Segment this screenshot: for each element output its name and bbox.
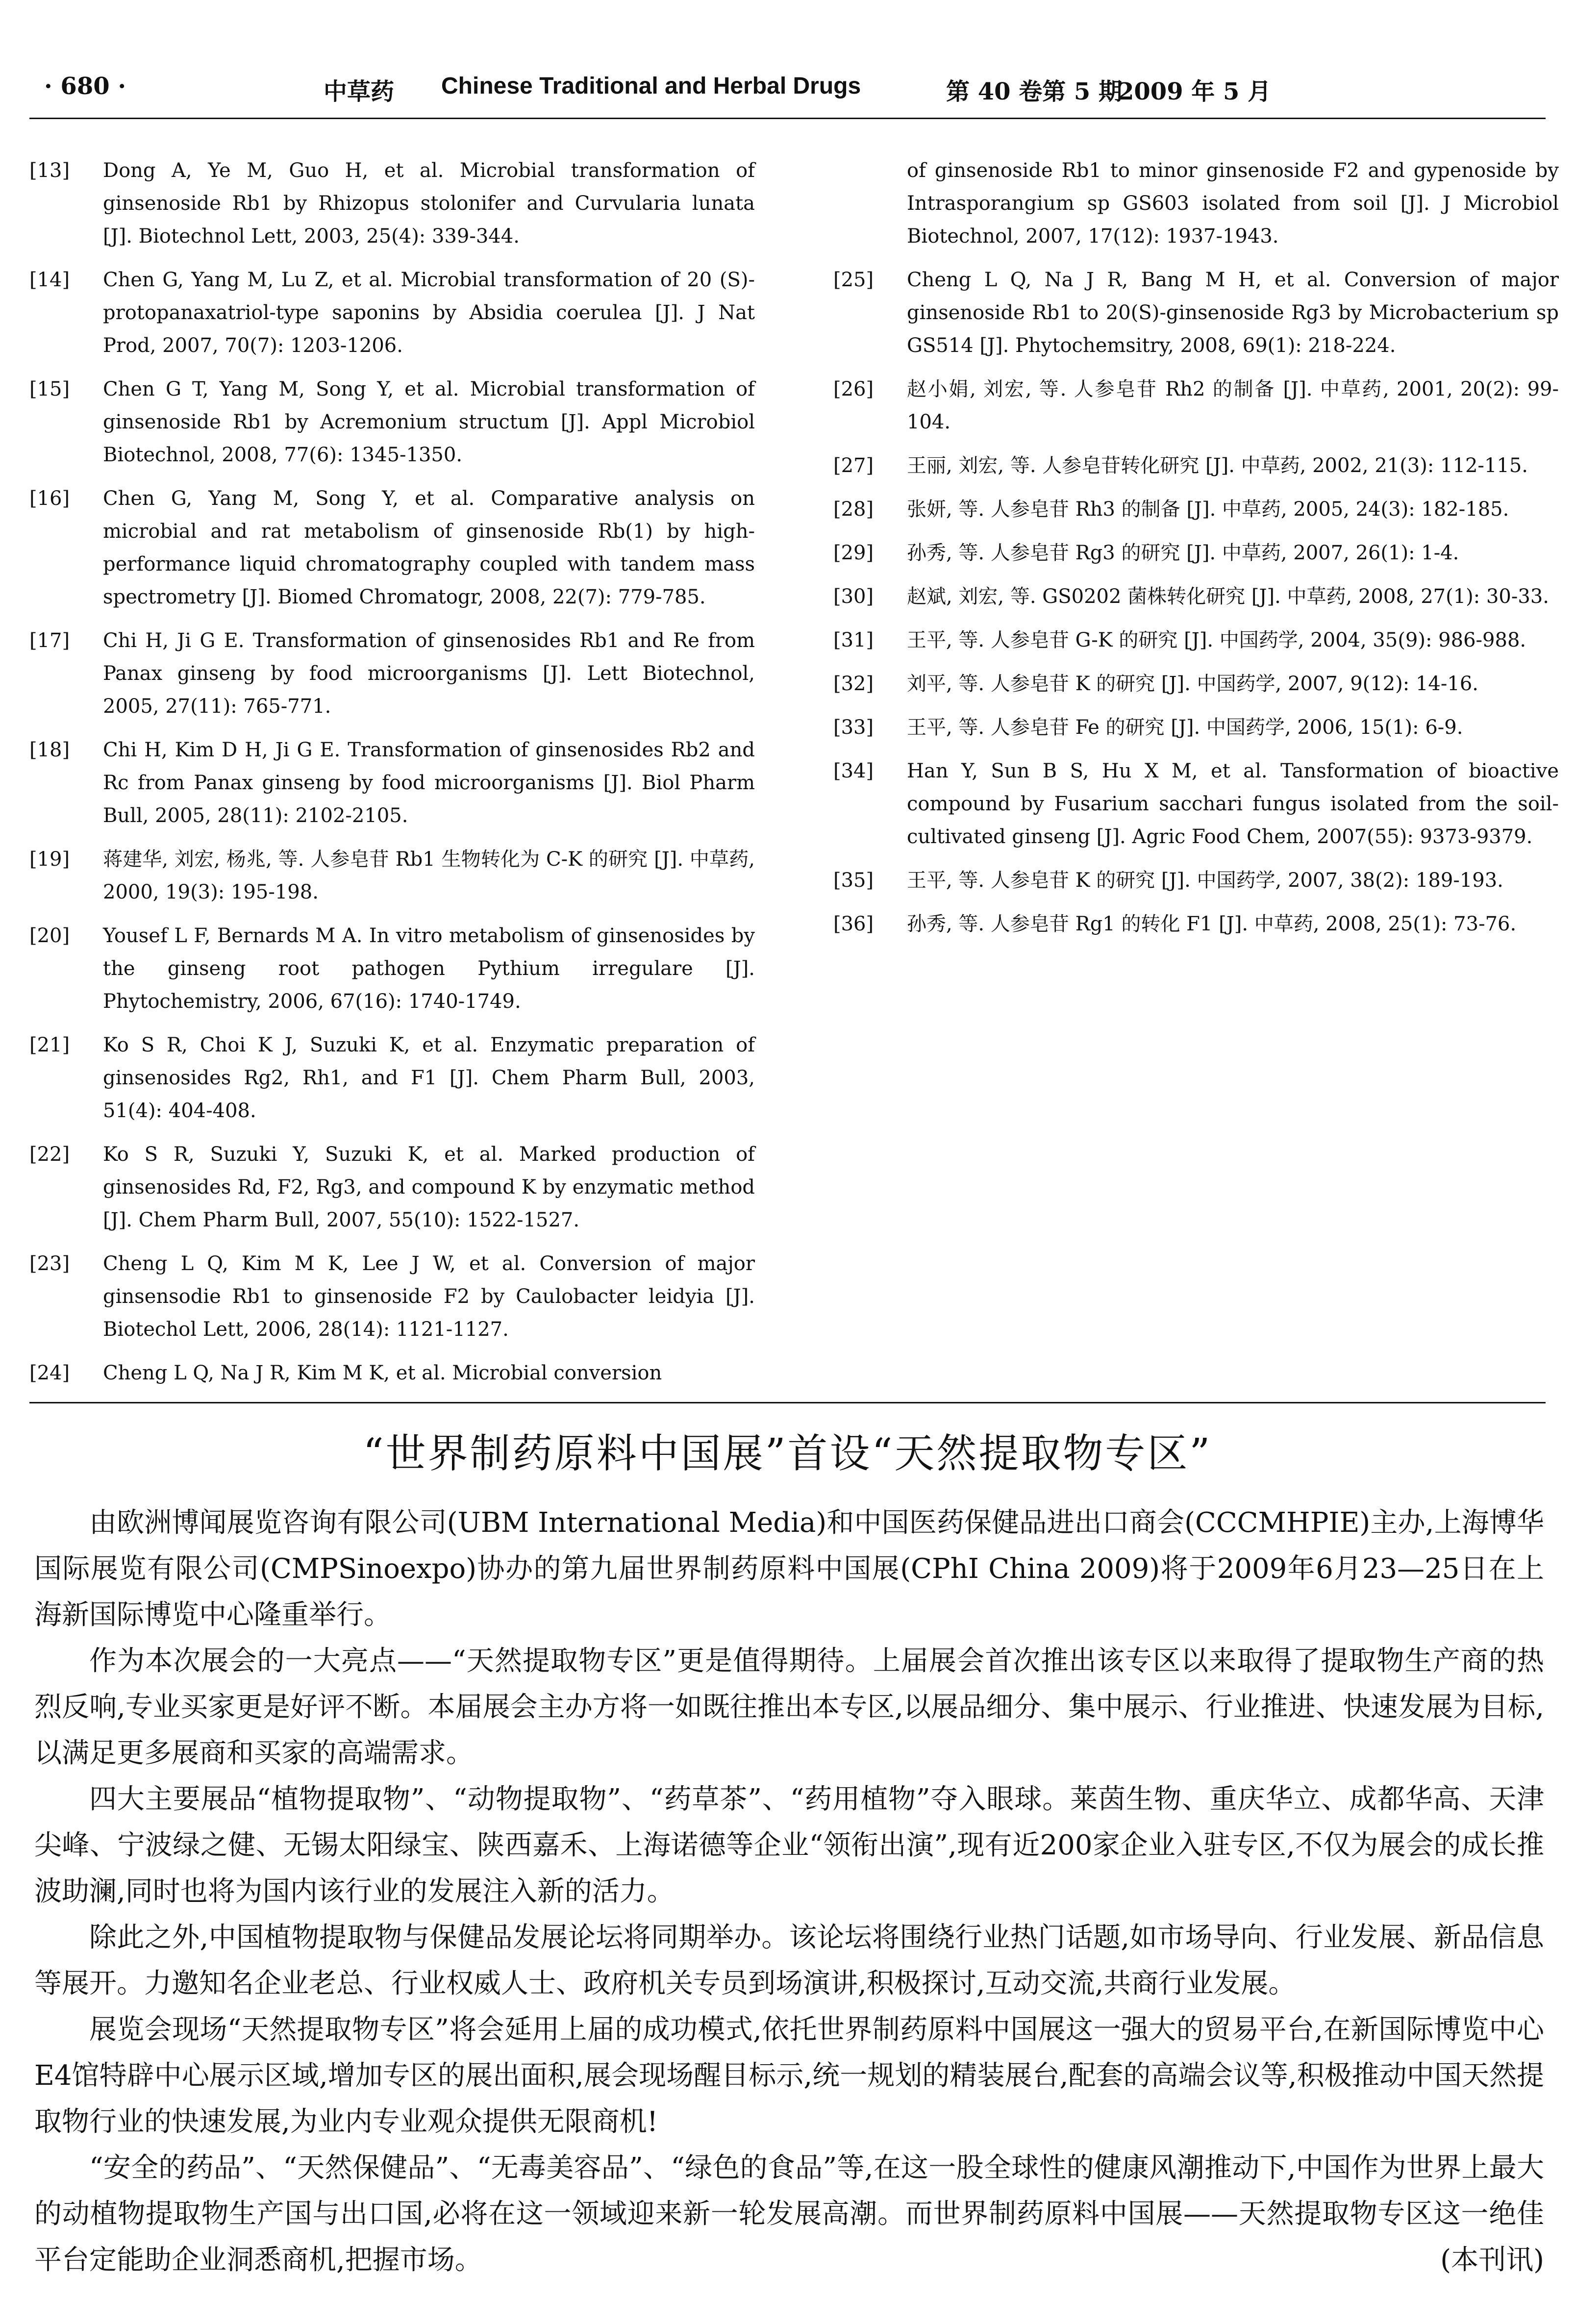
paragraph: 四大主要展品“植物提取物”、“动物提取物”、“药草茶”、“药用植物”夺入眼球。莱茵生物、重庆华立、成都华高、天津尖峰、宁波绿之健、无锡太阳绿宝、陕西嘉禾、上海诺德等企业“领衔出演”,现有近200家企业入驻专区,不仅为展会的成长推波助澜,同时也将为国内该行业的发展注入新的活力。: [34, 1783, 1544, 1907]
reference-item: [29, 1357, 755, 1390]
article-title: “世界制药原料中国展”首设“天然提取物专区”: [363, 1430, 1212, 1477]
reference-number: [36]: [833, 913, 874, 935]
reference-item: [833, 264, 1559, 362]
reference-number: [34]: [833, 760, 874, 782]
reference-item: [833, 493, 1559, 526]
reference-item: [833, 450, 1559, 482]
reference-text: of ginsenoside Rb1 to minor ginsenoside F2 and gypenoside by Intrasporangium sp GS603 isolated from soil [J]. J Microbiol Biotechnol, 2007, 17(12): 1937-1943.: [907, 159, 1559, 248]
reference-item: [833, 864, 1559, 897]
reference-text: Cheng L Q, Kim M K, Lee J W, et al. Conversion of major ginsensodie Rb1 to ginsenoside F2 by Caulobacter leidyia [J]. Biotechol Lett, 2006, 28(14): 1121-1127.: [103, 1252, 755, 1341]
reference-item: [833, 373, 1559, 439]
paragraph: 展览会现场“天然提取物专区”将会延用上届的成功模式,依托世界制药原料中国展这一强大的贸易平台,在新国际博览中心E4馆特辟中心展示区域,增加专区的展出面积,展会现场醒目标示,统一规划的精装展台,配套的高端会议等,积极推动中国天然提取物行业的快速发展,为业内专业观众提供无限商机!: [34, 2014, 1544, 2138]
issue-date: 2009 年 5 月: [1118, 78, 1272, 105]
reference-number: [15]: [29, 378, 70, 400]
reference-text: Cheng L Q, Na J R, Kim M K, et al. Microbial conversion: [103, 1362, 662, 1384]
reference-item: [29, 843, 755, 909]
reference-text: Chi H, Kim D H, Ji G E. Transformation of ginsenosides Rb2 and Rc from Panax ginseng by food microorganisms [J]. Biol Pharm Bull, 2005, 28(11): 2102-2105.: [103, 739, 755, 827]
reference-text: Chen G T, Yang M, Song Y, et al. Microbial transformation of ginsenoside Rb1 by Acremonium structum [J]. Appl Microbiol Biotechnol, 2008, 77(6): 1345-1350.: [103, 378, 755, 466]
reference-number: [24]: [29, 1362, 70, 1384]
reference-text: Han Y, Sun B S, Hu X M, et al. Tansformation of bioactive compound by Fusarium sacchari fungus isolated from the soil-cultivated ginseng [J]. Agric Food Chem, 2007(55): 9373-9379.: [907, 760, 1559, 848]
reference-text: Cheng L Q, Na J R, Bang M H, et al. Conversion of major ginsenoside Rb1 to 20(S)-ginsenoside Rg3 by Microbacterium sp GS514 [J]. Phytochemsitry, 2008, 69(1): 218-224.: [907, 269, 1559, 357]
reference-number: [20]: [29, 925, 70, 947]
reference-text: 赵小娟, 刘宏, 等. 人参皂苷 Rh2 的制备 [J]. 中草药, 2001, 20(2): 99-104.: [907, 378, 1559, 433]
reference-text: Ko S R, Suzuki Y, Suzuki K, et al. Marked production of ginsenosides Rd, F2, Rg3, and compound K by enzymatic method [J]. Chem Pharm Bull, 2007, 55(10): 1522-1527.: [103, 1143, 755, 1231]
reference-text: 孙秀, 等. 人参皂苷 Rg1 的转化 F1 [J]. 中草药, 2008, 25(1): 73-76.: [907, 913, 1517, 935]
page-number: · 680 ·: [44, 73, 126, 100]
reference-number: [35]: [833, 869, 874, 892]
reference-item: [833, 711, 1559, 744]
reference-number: [19]: [29, 848, 70, 871]
reference-number: [29]: [833, 542, 874, 564]
page-header: [39, 73, 1536, 107]
reference-number: [23]: [29, 1252, 70, 1275]
reference-text: 王平, 等. 人参皂苷 G-K 的研究 [J]. 中国药学, 2004, 35(9): 986-988.: [907, 629, 1526, 651]
reference-item: [833, 154, 1559, 253]
reference-text: 蒋建华, 刘宏, 杨兆, 等. 人参皂苷 Rb1 生物转化为 C-K 的研究 [J]. 中草药, 2000, 19(3): 195-198.: [103, 848, 755, 903]
reference-item: [29, 154, 755, 253]
reference-number: [32]: [833, 673, 874, 695]
references-left-column: [29, 154, 755, 1400]
reference-text: 张妍, 等. 人参皂苷 Rh3 的制备 [J]. 中草药, 2005, 24(3): 182-185.: [907, 498, 1509, 521]
header-rule: [29, 118, 1546, 119]
reference-item: [29, 1138, 755, 1237]
paragraph-text: “安全的药品”、“天然保健品”、“无毒美容品”、“绿色的食品”等,在这一股全球性的健康风潮推动下,中国作为世界上最大的动植物提取物生产国与出口国,必将在这一领域迎来新一轮发展高潮。而世界制药原料中国展——天然提取物专区这一绝佳平台定能助企业洞悉商机,把握市场。: [34, 2152, 1544, 2276]
reference-text: Chen G, Yang M, Song Y, et al. Comparative analysis on microbial and rat metabolism of ginsenoside Rb(1) by high-performance liquid chromatography coupled with tandem mass spectrometry [J]. Biomed Chromatogr, 2008, 22(7): 779-785.: [103, 487, 755, 608]
reference-number: [16]: [29, 487, 70, 510]
journal-title-en: Chinese Traditional and Herbal Drugs: [441, 73, 861, 99]
paragraph: 作为本次展会的一大亮点——“天然提取物专区”更是值得期待。上届展会首次推出该专区以来取得了提取物生产商的热烈反响,专业买家更是好评不断。本届展会主办方将一如既往推出本专区,以展品细分、集中展示、行业推进、快速发展为目标,以满足更多展商和买家的高端需求。: [34, 1645, 1544, 1769]
reference-number: [33]: [833, 716, 874, 739]
paragraph: [34, 2145, 1544, 2283]
article-body: [34, 1500, 1544, 2283]
reference-item: [833, 580, 1559, 613]
reference-text: 孙秀, 等. 人参皂苷 Rg3 的研究 [J]. 中草药, 2007, 26(1): 1-4.: [907, 542, 1459, 564]
reference-text: 王丽, 刘宏, 等. 人参皂苷转化研究 [J]. 中草药, 2002, 21(3): 112-115.: [907, 454, 1528, 477]
reference-item: [29, 1029, 755, 1127]
reference-item: [29, 1248, 755, 1346]
reference-item: [833, 668, 1559, 700]
reference-number: [22]: [29, 1143, 70, 1166]
reference-item: [29, 625, 755, 723]
reference-number: [27]: [833, 454, 874, 477]
reference-item: [833, 755, 1559, 853]
reference-number: [13]: [29, 159, 70, 182]
article-signature: (本刊讯): [1440, 2244, 1544, 2276]
reference-number: [25]: [833, 269, 874, 291]
reference-text: Chen G, Yang M, Lu Z, et al. Microbial transformation of 20 (S)-protopanaxatriol-type saponins by Absidia coerulea [J]. J Nat Prod, 2007, 70(7): 1203-1206.: [103, 269, 755, 357]
reference-text: Chi H, Ji G E. Transformation of ginsenosides Rb1 and Re from Panax ginseng by food microorganisms [J]. Lett Biotechnol, 2005, 27(11): 765-771.: [103, 629, 755, 718]
reference-item: [833, 908, 1559, 941]
reference-number: [21]: [29, 1034, 70, 1056]
paragraph: 除此之外,中国植物提取物与保健品发展论坛将同期举办。该论坛将围绕行业热门话题,如市场导向、行业发展、新品信息等展开。力邀知名企业老总、行业权威人士、政府机关专员到场演讲,积极探讨,互动交流,共商行业发展。: [34, 1922, 1544, 1999]
journal-title-cn: 中草药: [324, 78, 395, 105]
reference-number: [26]: [833, 378, 874, 400]
reference-number: [833, 154, 907, 253]
section-rule: [29, 1402, 1546, 1403]
reference-text: 刘平, 等. 人参皂苷 K 的研究 [J]. 中国药学, 2007, 9(12): 14-16.: [907, 673, 1478, 695]
reference-number: [31]: [833, 629, 874, 651]
reference-number: [17]: [29, 629, 70, 652]
references-right-column: [833, 154, 1559, 951]
reference-item: [29, 373, 755, 472]
reference-number: [18]: [29, 739, 70, 761]
paragraph: 由欧洲博闻展览咨询有限公司(UBM International Media)和中国医药保健品进出口商会(CCCMHPIE)主办,上海博华国际展览有限公司(CMPSinoexpo)协办的第九届世界制药原料中国展(CPhI China 2009)将于2009年6月23—25日在上海新国际博览中心隆重举行。: [34, 1507, 1544, 1631]
reference-text: Yousef L F, Bernards M A. In vitro metabolism of ginsenosides by the ginseng root pathogen Pythium irregulare [J]. Phytochemistry, 2006, 67(16): 1740-1749.: [103, 925, 755, 1013]
issue-info: 第 40 卷第 5 期: [946, 78, 1123, 105]
reference-number: [30]: [833, 585, 874, 608]
reference-item: [29, 920, 755, 1018]
reference-item: [833, 624, 1559, 657]
reference-item: [29, 264, 755, 362]
reference-number: [14]: [29, 269, 70, 291]
reference-text: 王平, 等. 人参皂苷 K 的研究 [J]. 中国药学, 2007, 38(2): 189-193.: [907, 869, 1503, 892]
reference-text: 赵斌, 刘宏, 等. GS0202 菌株转化研究 [J]. 中草药, 2008, 27(1): 30-33.: [907, 585, 1549, 608]
reference-text: 王平, 等. 人参皂苷 Fe 的研究 [J]. 中国药学, 2006, 15(1): 6-9.: [907, 716, 1463, 739]
reference-text: Dong A, Ye M, Guo H, et al. Microbial transformation of ginsenoside Rb1 by Rhizopus stolonifer and Curvularia lunata [J]. Biotechnol Lett, 2003, 25(4): 339-344.: [103, 159, 755, 248]
reference-item: [29, 482, 755, 614]
reference-text: Ko S R, Choi K J, Suzuki K, et al. Enzymatic preparation of ginsenosides Rg2, Rh1, and F1 [J]. Chem Pharm Bull, 2003, 51(4): 404-408.: [103, 1034, 755, 1122]
reference-item: [833, 537, 1559, 570]
reference-number: [28]: [833, 498, 874, 521]
reference-item: [29, 734, 755, 832]
